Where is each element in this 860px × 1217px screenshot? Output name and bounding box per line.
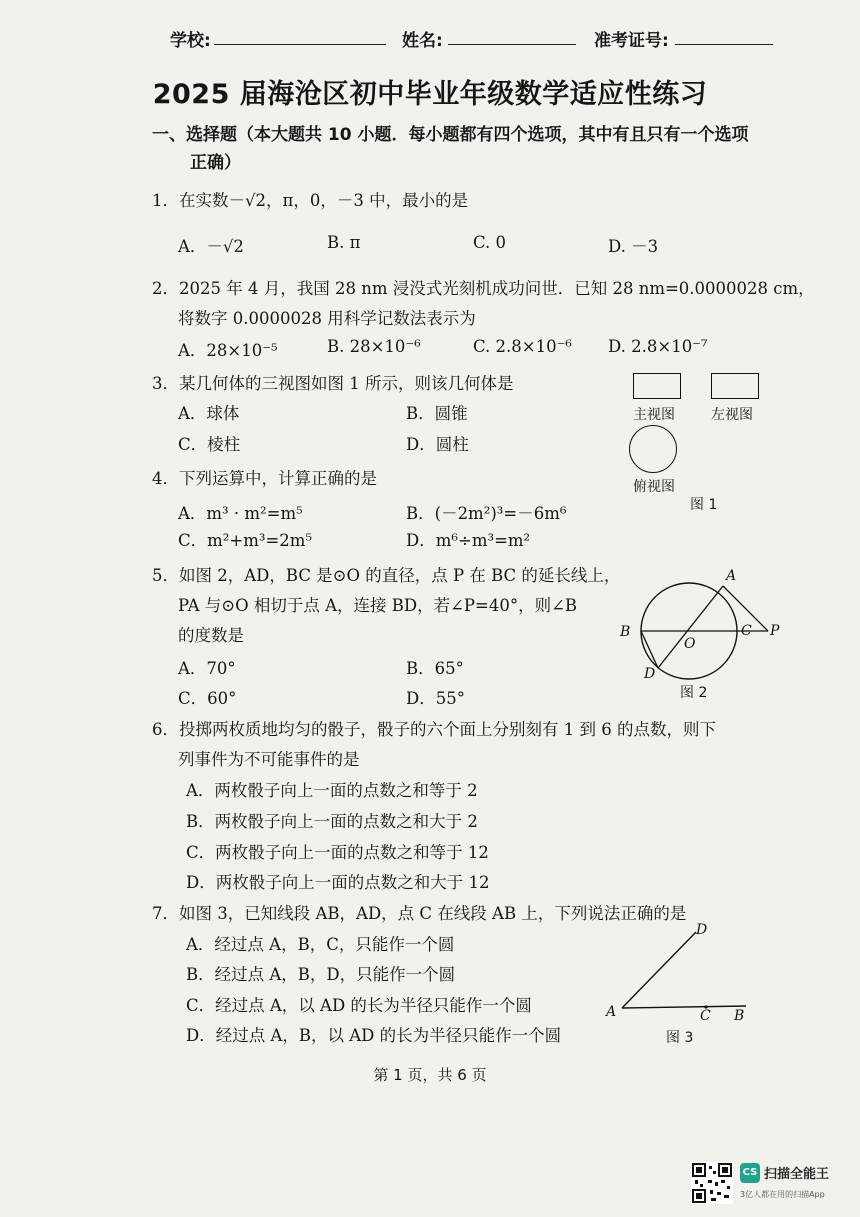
label-p: P [770,623,780,639]
q1-option-a: A．－√2 [178,237,244,256]
q2-option-c: C. 2.8×10⁻⁶ [473,337,572,356]
q5-stem-line3: 的度数是 [178,626,244,645]
q3-option-d: D．圆柱 [406,435,469,454]
label-b3: B [734,1008,745,1024]
front-view-label: 主视图 [633,407,675,423]
front-view-rect [633,373,681,399]
q5-option-a: A．70° [178,659,236,678]
q6-option-d: D．两枚骰子向上一面的点数之和大于 12 [186,873,490,892]
q2-option-a: A．28×10⁻⁵ [178,341,278,360]
segment-ab [622,1006,746,1008]
top-view-circle [629,425,677,473]
q4-stem: 4．下列运算中，计算正确的是 [152,469,377,488]
q1-option-d: D. －3 [608,237,659,256]
exam-id-blank-line [675,44,773,45]
label-c: C [741,623,752,639]
figure1-caption: 图 1 [690,497,718,513]
q5-option-c: C．60° [178,689,237,708]
q4-option-d: D．m⁶÷m³=m² [406,531,531,550]
school-blank-line [214,44,386,45]
label-c3: C [700,1008,711,1024]
q2-stem-line2: 将数字 0.0000028 用科学记数法表示为 [178,309,476,328]
q5-stem-line1: 5．如图 2，AD，BC 是⊙O 的直径，点 P 在 BC 的延长线上， [152,566,621,585]
figure2-caption: 图 2 [680,685,708,701]
q7-option-b: B．经过点 A，B，D，只能作一个圆 [186,965,456,984]
q6-option-a: A．两枚骰子向上一面的点数之和等于 2 [186,781,478,800]
q3-stem: 3．某几何体的三视图如图 1 所示，则该几何体是 [152,374,514,393]
left-view-label: 左视图 [711,407,753,423]
q7-option-a: A．经过点 A，B，C，只能作一个圆 [186,935,455,954]
label-a3: A [606,1004,617,1020]
label-a: A [726,568,737,584]
qr-code-icon [691,1162,733,1204]
diameter-ad [658,586,723,668]
segment-bd [641,631,658,668]
label-d: D [644,666,656,682]
left-view-rect [711,373,759,399]
q5-option-d: D．55° [406,689,465,708]
section-heading-line2: 正确） [190,153,241,173]
q1-option-c: C. 0 [473,233,507,252]
q2-option-d: D. 2.8×10⁻⁷ [608,337,708,356]
q5-stem-line2: PA 与⊙O 相切于点 A，连接 BD，若∠P=40°，则∠B [178,596,578,615]
q2-stem-line1: 2．2025 年 4 月，我国 28 nm 浸没式光刻机成功问世．已知 28 nm=0.0000028 cm， [152,279,815,298]
q4-option-a: A．m³ · m²=m⁵ [178,504,303,523]
q4-option-b: B．(－2m²)³=－6m⁶ [406,504,567,523]
page-number: 第 1 页，共 6 页 [373,1066,487,1084]
q6-stem-line1: 6．投掷两枚质地均匀的骰子，骰子的六个面上分别刻有 1 到 6 的点数，则下 [152,720,716,739]
q4-option-c: C．m²+m³=2m⁵ [178,531,313,550]
q1-option-b: B. π [327,233,361,252]
figure2-diagram [610,562,790,682]
figure3-diagram [600,920,760,1030]
q7-option-d: D．经过点 A，B，以 AD 的长为半径只能作一个圆 [186,1026,562,1045]
figure3-caption: 图 3 [666,1030,694,1046]
exam-id-label: 准考证号: [594,31,669,51]
name-label: 姓名: [402,31,443,51]
top-view-label: 俯视图 [633,479,675,495]
q2-option-b: B. 28×10⁻⁶ [327,337,421,356]
label-o: O [684,636,696,652]
q6-option-c: C．两枚骰子向上一面的点数之和等于 12 [186,843,489,862]
label-b: B [620,624,631,640]
q6-stem-line2: 列事件为不可能事件的是 [178,750,360,769]
q3-option-c: C．棱柱 [178,435,241,454]
q6-option-b: B．两枚骰子向上一面的点数之和大于 2 [186,812,478,831]
q5-option-b: B．65° [406,659,464,678]
school-label: 学校: [170,31,211,51]
page-title: 2025 届海沧区初中毕业年级数学适应性练习 [152,79,708,110]
q7-option-c: C．经过点 A，以 AD 的长为半径只能作一个圆 [186,996,532,1015]
scanner-tagline: 3亿人都在用的扫描App [740,1190,825,1199]
segment-ad [622,932,696,1008]
q3-option-a: A．球体 [178,404,240,423]
q7-stem: 7．如图 3，已知线段 AB，AD，点 C 在线段 AB 上，下列说法正确的是 [152,904,687,923]
q3-option-b: B．圆锥 [406,404,468,423]
camscanner-logo-icon: CS [740,1163,760,1183]
name-blank-line [448,44,576,45]
scanner-app-name: 扫描全能王 [764,1167,830,1182]
label-d3: D [696,922,708,938]
section-heading-line1: 一、选择题（本大题共 10 小题．每小题都有四个选项，其中有且只有一个选项 [152,125,749,145]
q1-stem: 1．在实数－√2，π，0，－3 中，最小的是 [152,191,469,210]
